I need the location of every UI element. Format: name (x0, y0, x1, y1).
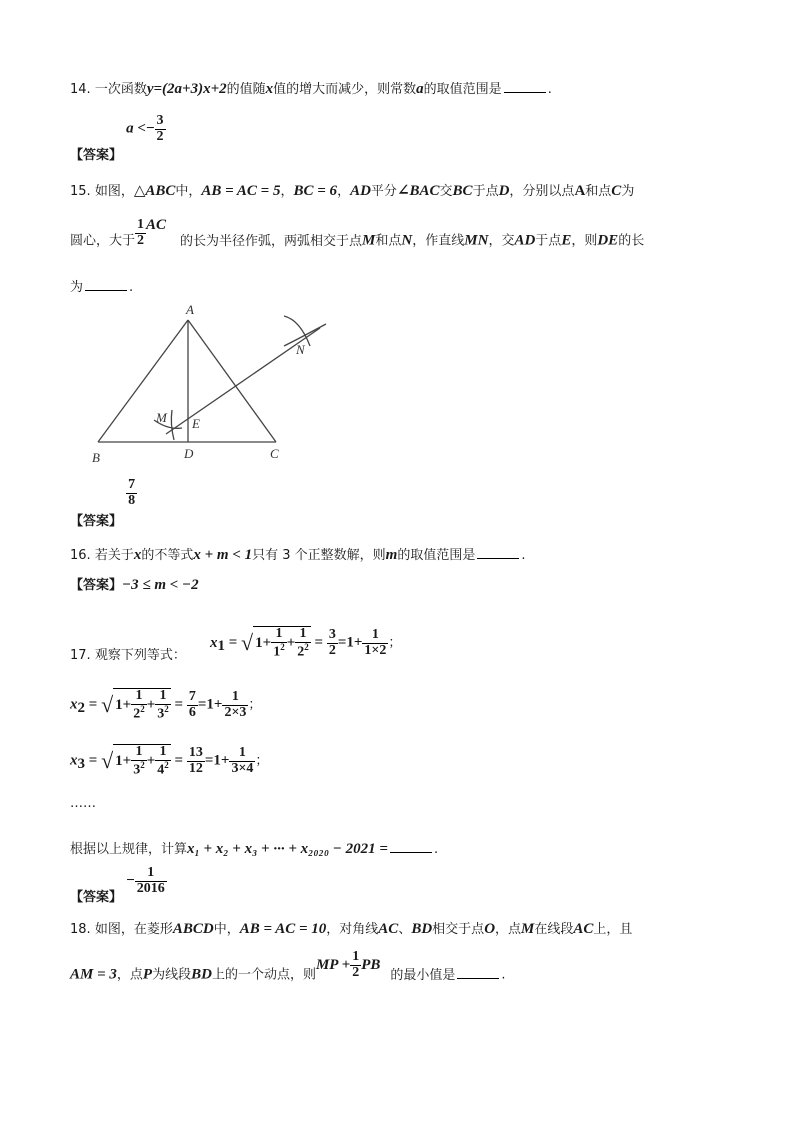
answer-blank (457, 977, 499, 979)
x1-tail-fraction (362, 628, 388, 658)
numerator: 1 (352, 949, 360, 964)
segment-ab (98, 320, 188, 442)
question-15-line-2 (70, 216, 645, 256)
x1-symbol: x (209, 634, 218, 651)
q16-var-m: m (385, 547, 398, 563)
denominator: 12 (188, 760, 203, 776)
q15-text: 的长 (618, 233, 645, 249)
fraction (131, 745, 147, 778)
answer-label: 【答案】 (70, 578, 123, 593)
numerator: 1 (299, 626, 307, 641)
q17-sum-expression: x₁ + x₂ + x₃ + ··· + x₂₀₂₀ − 2021 = (187, 841, 388, 857)
q18-half-fraction (350, 950, 361, 980)
q14-function: y=(2a+3)x+2 (146, 81, 227, 97)
semicolon: ； (248, 697, 262, 713)
question-18-line-2 (70, 949, 506, 990)
q18-text: ，对角线 (326, 922, 379, 937)
denominator: 2 (137, 232, 145, 248)
q18-text: ，点 (495, 922, 522, 937)
x1-subscript: 1 (217, 638, 225, 655)
numerator: 1 (238, 744, 246, 760)
q15-text: 平分 (370, 184, 397, 199)
q14-text: 值的增大而减少，则常数 (273, 82, 417, 97)
answer-17-sign: − (126, 872, 135, 889)
q18-text: 相交于点 (432, 922, 485, 937)
equals-one-plus: =1+ (204, 752, 230, 769)
numerator: 3 (328, 626, 336, 642)
x1-radical: 1+ $\frac{1}{1^2}$ + $\frac{1}{2^2}$ (255, 626, 309, 660)
q16-period: . (521, 548, 526, 563)
q15-angle: ∠BAC (396, 183, 440, 199)
question-15-line-1 (70, 180, 634, 200)
q15-text: 的长为半径作弧，两弧相交于点 (180, 233, 363, 249)
answer-blank (85, 289, 127, 291)
q15-text: ，则 (571, 233, 598, 249)
x3-symbol: x (70, 752, 78, 769)
q15-point-d: D (498, 183, 510, 199)
q15-text: 圆心，大于 (70, 233, 136, 249)
q15-text: 如图， (94, 184, 134, 199)
q14-text: 的取值范围是 (423, 82, 502, 97)
q18-point-m: M (521, 921, 535, 937)
denominator: 4 (157, 762, 165, 778)
x2-radical: 1+ $\frac{1}{2^2}$ + $\frac{1}{3^2}$ (115, 688, 169, 722)
label-n: N (296, 342, 305, 357)
radical-prefix: 1+ (255, 635, 272, 652)
q17-text: 观察下列等式： (94, 647, 186, 663)
square: 2 (140, 703, 145, 714)
q15-point-c: C (611, 183, 622, 199)
q15-period: . (129, 280, 134, 295)
square: 2 (140, 759, 145, 770)
q14-number: 14. (70, 82, 91, 97)
q16-text: 只有 3 个正整数解，则 (252, 548, 386, 563)
fraction (295, 627, 311, 660)
q15-condition-1: AB = AC = 5 (201, 183, 281, 199)
q18-text: 如图，在菱形 (94, 922, 173, 937)
arc-n-2 (284, 324, 326, 346)
radical-prefix: 1+ (115, 697, 132, 714)
numerator: 7 (188, 688, 196, 704)
q16-text: 的取值范围是 (397, 548, 476, 563)
label-c: C (270, 446, 279, 461)
q18-pb: PB (361, 956, 381, 973)
q18-text: 在线段 (534, 922, 574, 937)
q18-bd: BD (191, 966, 212, 983)
q18-point-p: P (142, 966, 153, 983)
q18-period: . (501, 967, 506, 983)
q15-text: ，作直线 (412, 233, 465, 249)
square: 2 (164, 759, 169, 770)
q15-text: 为 (70, 280, 84, 295)
q18-number: 18. (70, 922, 91, 937)
q15-comma: ， (280, 184, 294, 199)
denominator: 3 (157, 706, 165, 722)
label-b: B (92, 450, 100, 465)
q18-ac: AC (573, 921, 594, 937)
q15-triangle: △ABC (133, 183, 176, 199)
answer-15 (70, 477, 137, 529)
ellipsis: …… (70, 796, 96, 811)
x2-symbol: x (70, 696, 78, 713)
question-14 (70, 78, 552, 98)
answer-label: 【答案】 (70, 513, 123, 529)
x2-result (187, 690, 198, 720)
q15-half-fraction (135, 218, 146, 248)
numerator: 1 (135, 688, 143, 703)
denominator: 3×4 (231, 760, 254, 776)
question-15-line-3 (70, 276, 133, 295)
question-17-line-1: 17. 观察下列等式： $x_1$ = √ 1+ $\frac{1}{1^2}$ + $\frac{1}{2^2}$ = $\frac{3}{2}$ =1+ $\frac{1}{1\times 2}$ ； (70, 626, 402, 663)
q16-text: 若关于 (94, 548, 134, 563)
q15-point-e: E (561, 232, 572, 249)
x3-subscript: 3 (77, 756, 85, 773)
label-a: A (186, 302, 194, 317)
numerator: 3 (156, 113, 164, 128)
q18-text: 上，且 (593, 922, 633, 937)
q15-line-mn: MN (464, 232, 489, 249)
numerator: 1 (159, 744, 167, 759)
square: 2 (164, 703, 169, 714)
q15-point-n: N (401, 232, 413, 249)
numerator: 1 (159, 688, 167, 703)
fraction (155, 745, 171, 778)
q14-var-x: x (265, 81, 274, 97)
q18-mp: MP + (315, 956, 351, 973)
answer-16-value: −3 ≤ m < −2 (122, 577, 199, 593)
label-e: E (192, 416, 200, 431)
denominator: 2 (328, 642, 336, 658)
numerator: 7 (128, 477, 136, 492)
q14-text: 的值随 (226, 82, 266, 97)
q16-number: 16. (70, 548, 91, 563)
q15-bc: BC (452, 183, 473, 199)
question-17-ellipsis (70, 796, 96, 811)
denominator: 1 (273, 644, 281, 660)
q18-text: 中， (213, 922, 240, 937)
square: 2 (280, 641, 285, 652)
label-m: M (156, 410, 167, 425)
question-17-line-2: $x_2$ = √ 1+ $\frac{1}{2^2}$ + $\frac{1}{3^2}$ = $\frac{7}{6}$ =1+ $\frac{1}{2\times 3}$ ； (70, 688, 262, 722)
x2-tail-fraction (222, 690, 248, 720)
q15-comma: ， (337, 184, 351, 199)
denominator: 2 (352, 964, 360, 980)
answer-15-fraction (126, 478, 137, 508)
q15-de: DE (597, 232, 619, 249)
answer-14-lhs: a < (126, 120, 146, 137)
radical-prefix: 1+ (115, 753, 132, 770)
answer-blank (504, 91, 546, 93)
answer-17 (70, 865, 167, 905)
semicolon: ； (255, 753, 269, 769)
q15-point-a: A (574, 183, 586, 199)
x3-tail-fraction (229, 746, 255, 776)
q15-text: 中， (175, 184, 202, 199)
q15-condition-2: BC = 6 (293, 183, 338, 199)
q18-am: AM = 3 (70, 966, 117, 983)
numerator: 1 (231, 688, 239, 704)
x3-radical: 1+ $\frac{1}{3^2}$ + $\frac{1}{4^2}$ (115, 744, 169, 778)
denominator: 2 (156, 128, 164, 144)
q16-text: 的不等式 (141, 548, 194, 563)
question-17-line-4 (70, 838, 438, 858)
answer-17-fraction (135, 866, 167, 896)
q18-point-o: O (484, 921, 496, 937)
numerator: 1 (371, 626, 379, 642)
q16-var-x: x (133, 547, 142, 563)
x2-subscript: 2 (77, 700, 85, 717)
answer-label: 【答案】 (70, 147, 123, 163)
q15-text: 于点 (535, 233, 562, 249)
denominator: 2016 (136, 880, 165, 896)
x1-result (327, 628, 338, 658)
arc-m-2 (171, 410, 174, 440)
q15-ad: AD (514, 232, 536, 249)
answer-blank (477, 557, 519, 559)
denominator: 8 (128, 492, 136, 508)
denominator: 2×3 (224, 704, 247, 720)
q15-text: 和点 (375, 233, 402, 249)
answer-14 (70, 113, 166, 163)
denominator: 6 (188, 704, 196, 720)
answer-label: 【答案】 (70, 889, 123, 905)
equals-one-plus: =1+ (337, 634, 363, 651)
numerator: 1 (135, 744, 143, 759)
question-16 (70, 544, 526, 564)
question-17-line-3: $x_3$ = √ 1+ $\frac{1}{3^2}$ + $\frac{1}{4^2}$ = $\frac{13}{12}$ =1+ $\frac{1}{3\times 4}$ ； (70, 744, 269, 778)
q15-ad: AD (350, 183, 371, 199)
numerator: 13 (188, 744, 203, 760)
fraction (131, 689, 147, 722)
q18-condition: AB = AC = 10 (239, 921, 327, 937)
equals-one-plus: =1+ (197, 696, 223, 713)
q18-text: 为线段 (152, 967, 192, 983)
x3-result (187, 746, 205, 776)
square: 2 (304, 641, 309, 652)
q15-text: 为 (621, 184, 635, 199)
q18-text: 的最小值是 (390, 967, 456, 983)
q17-number: 17. (70, 647, 91, 663)
q16-inequality: x + m < 1 (193, 547, 253, 563)
q15-text: ，分别以点 (509, 184, 575, 199)
q18-text: 上的一个动点，则 (211, 967, 316, 983)
denominator: 1×2 (364, 642, 387, 658)
numerator: 1 (275, 626, 283, 641)
answer-14-fraction (155, 114, 166, 144)
denominator: 2 (133, 706, 141, 722)
answer-blank (390, 851, 432, 853)
fraction (271, 627, 287, 660)
segment-ac (188, 320, 276, 442)
q15-text: ，交 (488, 233, 515, 249)
q18-rhombus: ABCD (172, 921, 214, 937)
q18-separator: 、 (398, 922, 412, 937)
semicolon: ； (388, 635, 402, 651)
q15-text: 和点 (585, 184, 612, 199)
q15-half-ac: AC (146, 216, 167, 233)
denominator: 3 (133, 762, 141, 778)
q18-ac: AC (378, 921, 399, 937)
q14-period: . (547, 82, 552, 97)
answer-16 (70, 574, 199, 594)
numerator: 1 (147, 865, 155, 880)
q15-figure (88, 300, 338, 470)
q15-point-m: M (362, 232, 376, 249)
q18-text: ，点 (116, 967, 143, 983)
label-d: D (184, 446, 194, 461)
q17-period: . (433, 842, 439, 857)
denominator: 2 (297, 644, 305, 660)
numerator: 1 (137, 217, 145, 232)
answer-14-sign: − (145, 120, 155, 137)
q15-number: 15. (70, 184, 91, 199)
q15-text: 交 (439, 184, 453, 199)
q14-text: 一次函数 (94, 82, 147, 97)
fraction (155, 689, 171, 722)
q15-text: 于点 (472, 184, 499, 199)
q14-var-a: a (416, 81, 424, 97)
q18-bd: BD (411, 921, 433, 937)
question-18-line-1 (70, 918, 632, 938)
q17-text: 根据以上规律，计算 (70, 842, 188, 857)
